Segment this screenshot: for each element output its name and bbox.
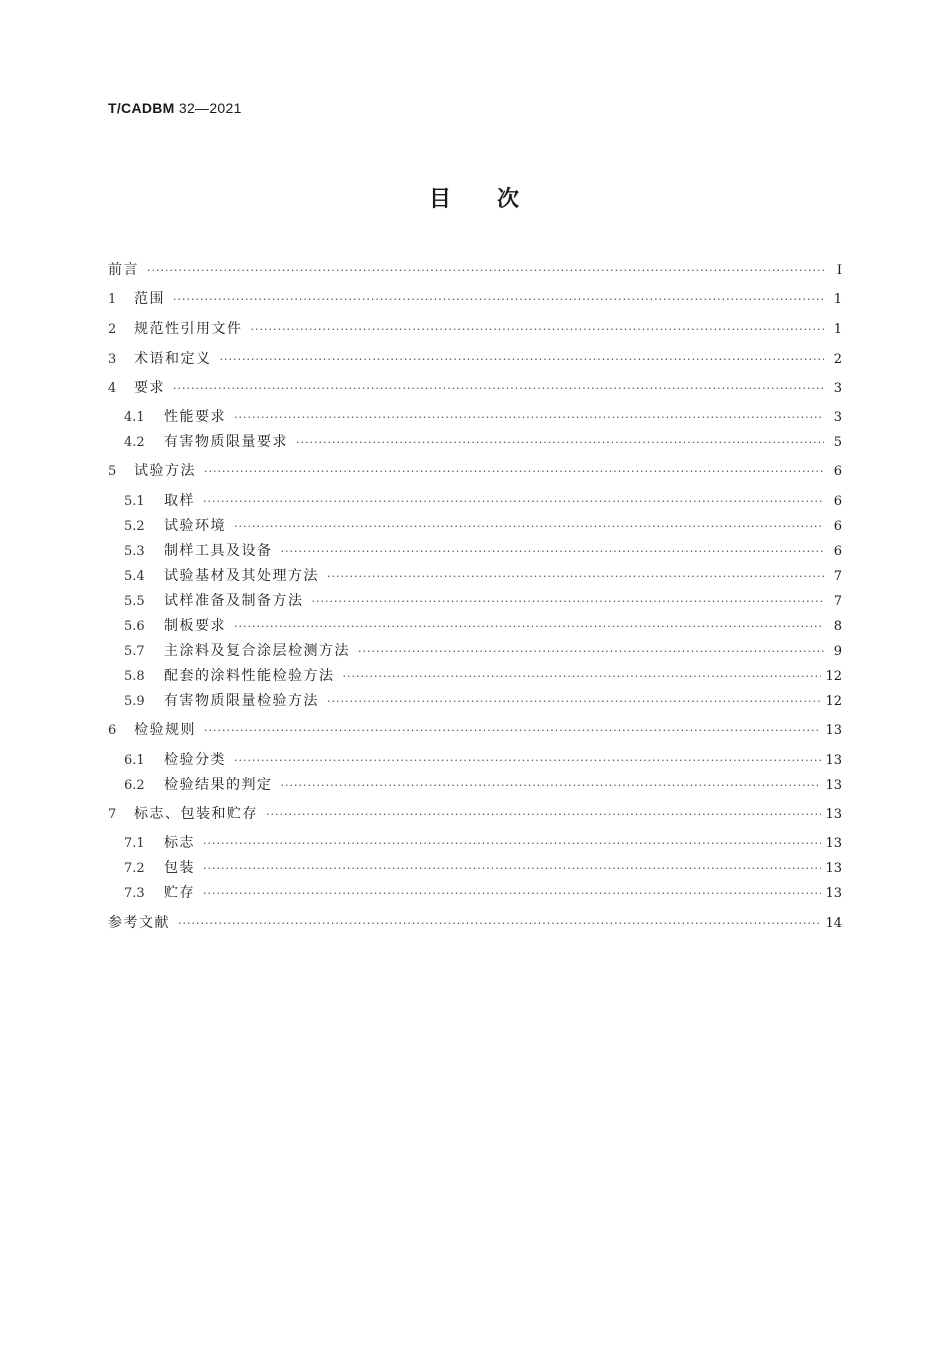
toc-entry[interactable] (108, 377, 842, 399)
toc-entry[interactable] (108, 540, 842, 562)
toc-leader-dots (234, 407, 824, 429)
toc-entry[interactable] (108, 590, 842, 612)
toc-entry-page: Ⅰ (836, 263, 842, 278)
toc-entry-label (108, 803, 262, 826)
toc-entry-title: 试验方法 (134, 463, 196, 479)
toc-entry-title: 标志、包装和贮存 (134, 806, 258, 822)
toc-entry[interactable] (108, 406, 842, 428)
toc-entry-number: 6.2 (124, 778, 145, 793)
toc-entry-label (108, 774, 277, 797)
toc-entry[interactable] (108, 490, 842, 512)
toc-leader-dots (234, 516, 824, 538)
toc-entry-number: 1 (108, 292, 117, 307)
toc-entry-label (108, 259, 143, 281)
toc-leader-dots (327, 566, 824, 588)
toc-entry-page: 5 (833, 435, 842, 450)
toc-leader-dots (234, 750, 821, 772)
toc-entry-page: 13 (825, 886, 842, 901)
toc-entry[interactable] (108, 719, 842, 741)
toc-entry-label (108, 832, 199, 855)
toc-entry-number: 5.9 (124, 694, 145, 709)
toc-entry-title: 参考文献 (108, 915, 170, 931)
toc-entry-title: 主涂料及复合涂层检测方法 (164, 643, 350, 659)
page-title (0, 182, 950, 213)
standard-number: 32—2021 (178, 100, 242, 116)
toc-entry-label (108, 490, 199, 513)
toc-entry-number: 5.2 (124, 519, 145, 534)
toc-entry-page: 1 (833, 292, 842, 307)
toc-leader-dots (203, 858, 821, 880)
toc-entry[interactable] (108, 259, 842, 281)
toc-entry-label (108, 615, 230, 638)
toc-entry-page: 13 (825, 778, 842, 793)
toc-entry-label (108, 640, 354, 663)
toc-entry-label (108, 749, 230, 772)
toc-leader-dots (203, 883, 821, 905)
toc-entry-number: 7.2 (124, 861, 145, 876)
toc-entry[interactable] (108, 749, 842, 771)
toc-entry-label (108, 690, 323, 713)
toc-entry-number: 5 (108, 464, 117, 479)
toc-entry-title: 试验环境 (164, 518, 226, 534)
toc-entry-page: 3 (833, 410, 842, 425)
toc-leader-dots (203, 833, 821, 855)
toc-entry-label (108, 460, 200, 483)
toc-entry-title: 取样 (164, 493, 195, 509)
toc-entry-number: 5.3 (124, 544, 145, 559)
toc-entry-label (108, 515, 230, 538)
toc-entry[interactable] (108, 640, 842, 662)
standard-code (108, 100, 242, 116)
toc-entry-page: 13 (825, 753, 842, 768)
toc-entry-number: 4 (108, 381, 117, 396)
toc-entry[interactable] (108, 348, 842, 370)
toc-entry-number: 4.2 (124, 435, 145, 450)
toc-entry-title: 试验基材及其处理方法 (164, 568, 319, 584)
toc-entry-number: 6.1 (124, 753, 145, 768)
toc-leader-dots (203, 491, 824, 513)
toc-leader-dots (173, 378, 824, 400)
toc-entry-page: 6 (833, 544, 842, 559)
toc-entry[interactable] (108, 882, 842, 904)
toc-entry-title: 有害物质限量要求 (164, 434, 288, 450)
toc-entry[interactable] (108, 565, 842, 587)
toc-entry[interactable] (108, 288, 842, 310)
toc-entry-label (108, 565, 323, 588)
toc-entry-page: 9 (833, 644, 842, 659)
toc-leader-dots (234, 616, 824, 638)
toc-entry-label (108, 590, 308, 613)
toc-entry-label (108, 377, 169, 400)
toc-entry-title: 规范性引用文件 (134, 321, 243, 337)
toc-entry[interactable] (108, 803, 842, 825)
toc-entry-page: 6 (833, 519, 842, 534)
toc-entry-number: 5.5 (124, 594, 145, 609)
toc-entry[interactable] (108, 515, 842, 537)
toc-entry[interactable] (108, 690, 842, 712)
toc-entry-page: 8 (833, 619, 842, 634)
toc-entry-label (108, 318, 247, 341)
toc-entry-label (108, 857, 199, 880)
toc-entry-number: 5.6 (124, 619, 145, 634)
toc-entry-number: 5.1 (124, 494, 145, 509)
toc-entry-page: 7 (833, 594, 842, 609)
toc-leader-dots (178, 913, 821, 935)
toc-leader-dots (220, 349, 825, 371)
toc-entry-title: 制板要求 (164, 618, 226, 634)
toc-leader-dots (251, 319, 825, 341)
toc-entry-label (108, 540, 277, 563)
toc-entry-page: 13 (825, 861, 842, 876)
toc-entry-title: 配套的涂料性能检验方法 (164, 668, 335, 684)
toc-entry-title: 要求 (134, 380, 165, 396)
standard-prefix: T/CADBM (108, 100, 175, 116)
toc-entry[interactable] (108, 912, 842, 934)
toc-leader-dots (296, 432, 824, 454)
toc-entry-title: 有害物质限量检验方法 (164, 693, 319, 709)
toc-entry-number: 7.3 (124, 886, 145, 901)
toc-entry-page: 6 (833, 464, 842, 479)
toc-entry-number: 5.4 (124, 569, 145, 584)
toc-entry-title: 前言 (108, 262, 139, 278)
toc-entry-number: 4.1 (124, 410, 145, 425)
toc-entry-number: 7.1 (124, 836, 145, 851)
toc-entry[interactable] (108, 460, 842, 482)
toc-leader-dots (312, 591, 825, 613)
toc-entry[interactable] (108, 774, 842, 796)
toc-entry[interactable] (108, 665, 842, 687)
toc-leader-dots (204, 461, 824, 483)
toc-entry-title: 制样工具及设备 (164, 543, 273, 559)
toc-leader-dots (204, 720, 821, 742)
toc-leader-dots (281, 541, 825, 563)
toc-entry-label (108, 288, 169, 311)
toc-entry-page: 12 (825, 669, 842, 684)
toc-leader-dots (266, 804, 821, 826)
toc-entry-number: 5.8 (124, 669, 145, 684)
toc-entry-title: 标志 (164, 835, 195, 851)
toc-entry-page: 12 (825, 694, 842, 709)
toc-entry-page: 7 (833, 569, 842, 584)
toc-entry-number: 2 (108, 322, 117, 337)
toc-entry[interactable] (108, 615, 842, 637)
toc-leader-dots (281, 775, 822, 797)
toc-entry-page: 3 (833, 381, 842, 396)
toc-entry-label (108, 665, 339, 688)
toc-entry-title: 检验结果的判定 (164, 777, 273, 793)
title-char-1: 目 (428, 187, 453, 212)
toc-entry-page: 13 (825, 723, 842, 738)
toc-entry-page: 2 (833, 352, 842, 367)
toc-leader-dots (358, 641, 824, 663)
toc-entry-label (108, 406, 230, 429)
toc-entry-number: 3 (108, 352, 117, 367)
toc-entry[interactable] (108, 318, 842, 340)
toc-entry-title: 性能要求 (164, 409, 226, 425)
toc-entry-title: 贮存 (164, 885, 195, 901)
title-char-2: 次 (497, 187, 522, 212)
toc-leader-dots (343, 666, 822, 688)
toc-entry-page: 14 (825, 916, 842, 931)
toc-entry-label (108, 882, 199, 905)
toc-entry-page: 13 (825, 807, 842, 822)
toc-entry-title: 范围 (134, 291, 165, 307)
toc-entry-label (108, 431, 292, 454)
toc-entry-number: 7 (108, 807, 117, 822)
toc-entry-title: 试样准备及制备方法 (164, 593, 304, 609)
toc-entry-title: 术语和定义 (134, 351, 212, 367)
toc-leader-dots (173, 289, 824, 311)
toc-entry[interactable] (108, 832, 842, 854)
toc-entry-number: 6 (108, 723, 117, 738)
toc-entry-page: 13 (825, 836, 842, 851)
toc-entry-label (108, 348, 216, 371)
toc-entry-page: 6 (833, 494, 842, 509)
toc-entry[interactable] (108, 857, 842, 879)
toc-leader-dots (327, 691, 821, 713)
toc-entry-title: 检验分类 (164, 752, 226, 768)
toc-entry-label (108, 719, 200, 742)
toc-entry-title: 包装 (164, 860, 195, 876)
toc-entry-page: 1 (833, 322, 842, 337)
toc-entry[interactable] (108, 431, 842, 453)
toc-entry-number: 5.7 (124, 644, 145, 659)
toc-leader-dots (147, 260, 824, 282)
toc-entry-title: 检验规则 (134, 722, 196, 738)
toc-entry-label (108, 912, 174, 934)
